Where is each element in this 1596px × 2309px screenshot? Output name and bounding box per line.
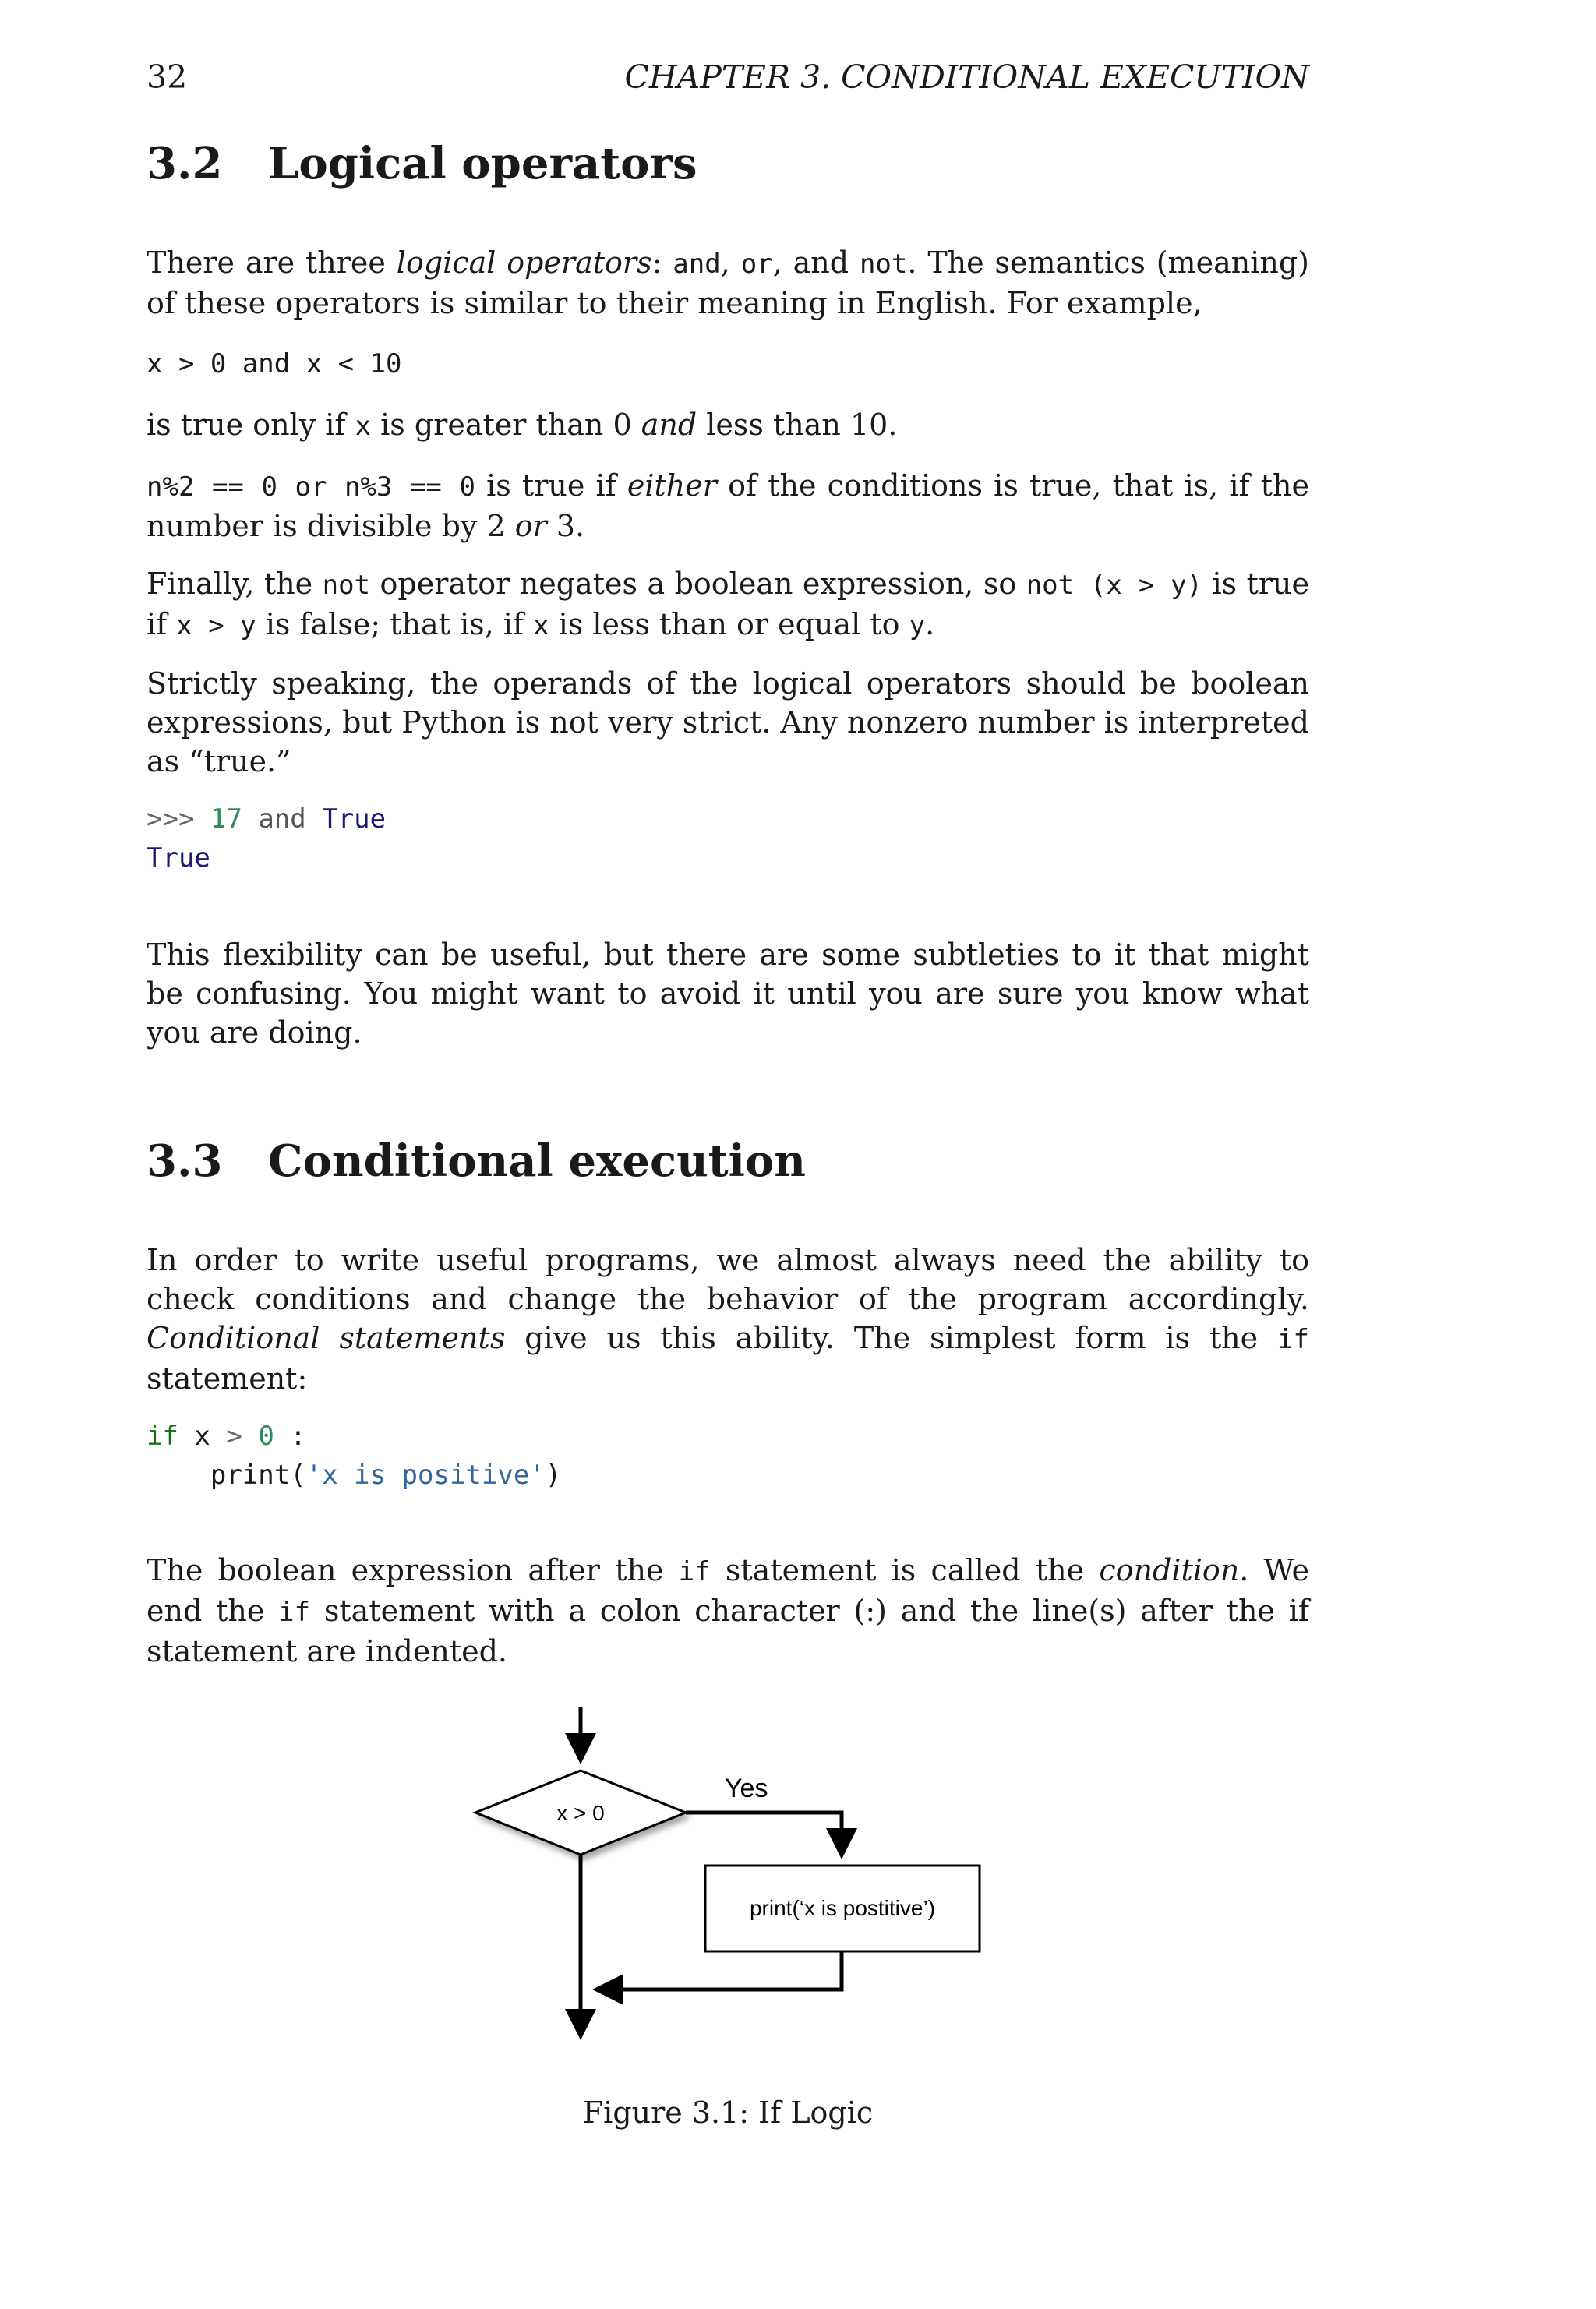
flow-arrow-yes xyxy=(686,1813,842,1852)
section-title: Conditional execution xyxy=(268,1135,806,1187)
figure-caption: Figure 3.1: If Logic xyxy=(582,2095,874,2130)
flow-arrow-merge xyxy=(600,1951,842,1989)
paragraph-and-explanation: is true only if x is greater than 0 and less than 10. xyxy=(147,408,898,442)
if-logic-flowchart xyxy=(452,1696,1013,2062)
section-heading-3-2 xyxy=(147,137,697,190)
chapter-title: CHAPTER 3. CONDITIONAL EXECUTION xyxy=(624,58,1309,96)
yes-branch-label: Yes xyxy=(725,1774,768,1803)
running-head xyxy=(147,58,1309,97)
paragraph-flexibility: This flexibility can be useful, but there are some subtleties to it that might be confusing. You might want to avoid it until you are sure you know what you are doing. xyxy=(147,937,1309,1050)
section-number: 3.3 xyxy=(147,1135,223,1187)
paragraph-strict-operands: Strictly speaking, the operands of the logical operators should be boolean expressions, but Python is not very strict. Any nonzero number is interpreted as “true.” xyxy=(147,666,1309,778)
section-number: 3.2 xyxy=(147,138,223,189)
code-if-example: if x > 0 : print('x is positive') xyxy=(147,1421,562,1491)
section-heading-3-3 xyxy=(147,1135,806,1188)
paragraph-conditional-intro: In order to write useful programs, we almost always need the ability to check conditions and change the behavior of the program accordingly. Conditional statements give us this ability. The simplest form is the if statement: xyxy=(147,1243,1309,1396)
decision-condition-label: x > 0 xyxy=(556,1801,605,1825)
paragraph-not-explanation: Finally, the not operator negates a boolean expression, so not (x > y) is true if x > y is false; that is, if x is less than or equal to y. xyxy=(147,567,1309,641)
action-label: print(‘x is postitive’) xyxy=(749,1896,936,1920)
paragraph-logical-operators: There are three logical operators: and, or, and not. The semantics (meaning) of these operators is similar to their meaning in English. For example, xyxy=(147,245,1309,320)
section-title: Logical operators xyxy=(268,138,697,189)
paragraph-or-explanation: n%2 == 0 or n%3 == 0 is true if either of the conditions is true, that is, if the number is divisible by 2 or 3. xyxy=(147,468,1309,543)
page-number: 32 xyxy=(147,58,188,96)
paragraph-condition-definition: The boolean expression after the if statement is called the condition. We end the if statement with a colon character (:) and the line(s) after the if statement are indented. xyxy=(147,1553,1309,1668)
code-example-and: x > 0 and x < 10 xyxy=(147,348,402,380)
code-repl-example: >>> 17 and True True xyxy=(147,803,387,874)
